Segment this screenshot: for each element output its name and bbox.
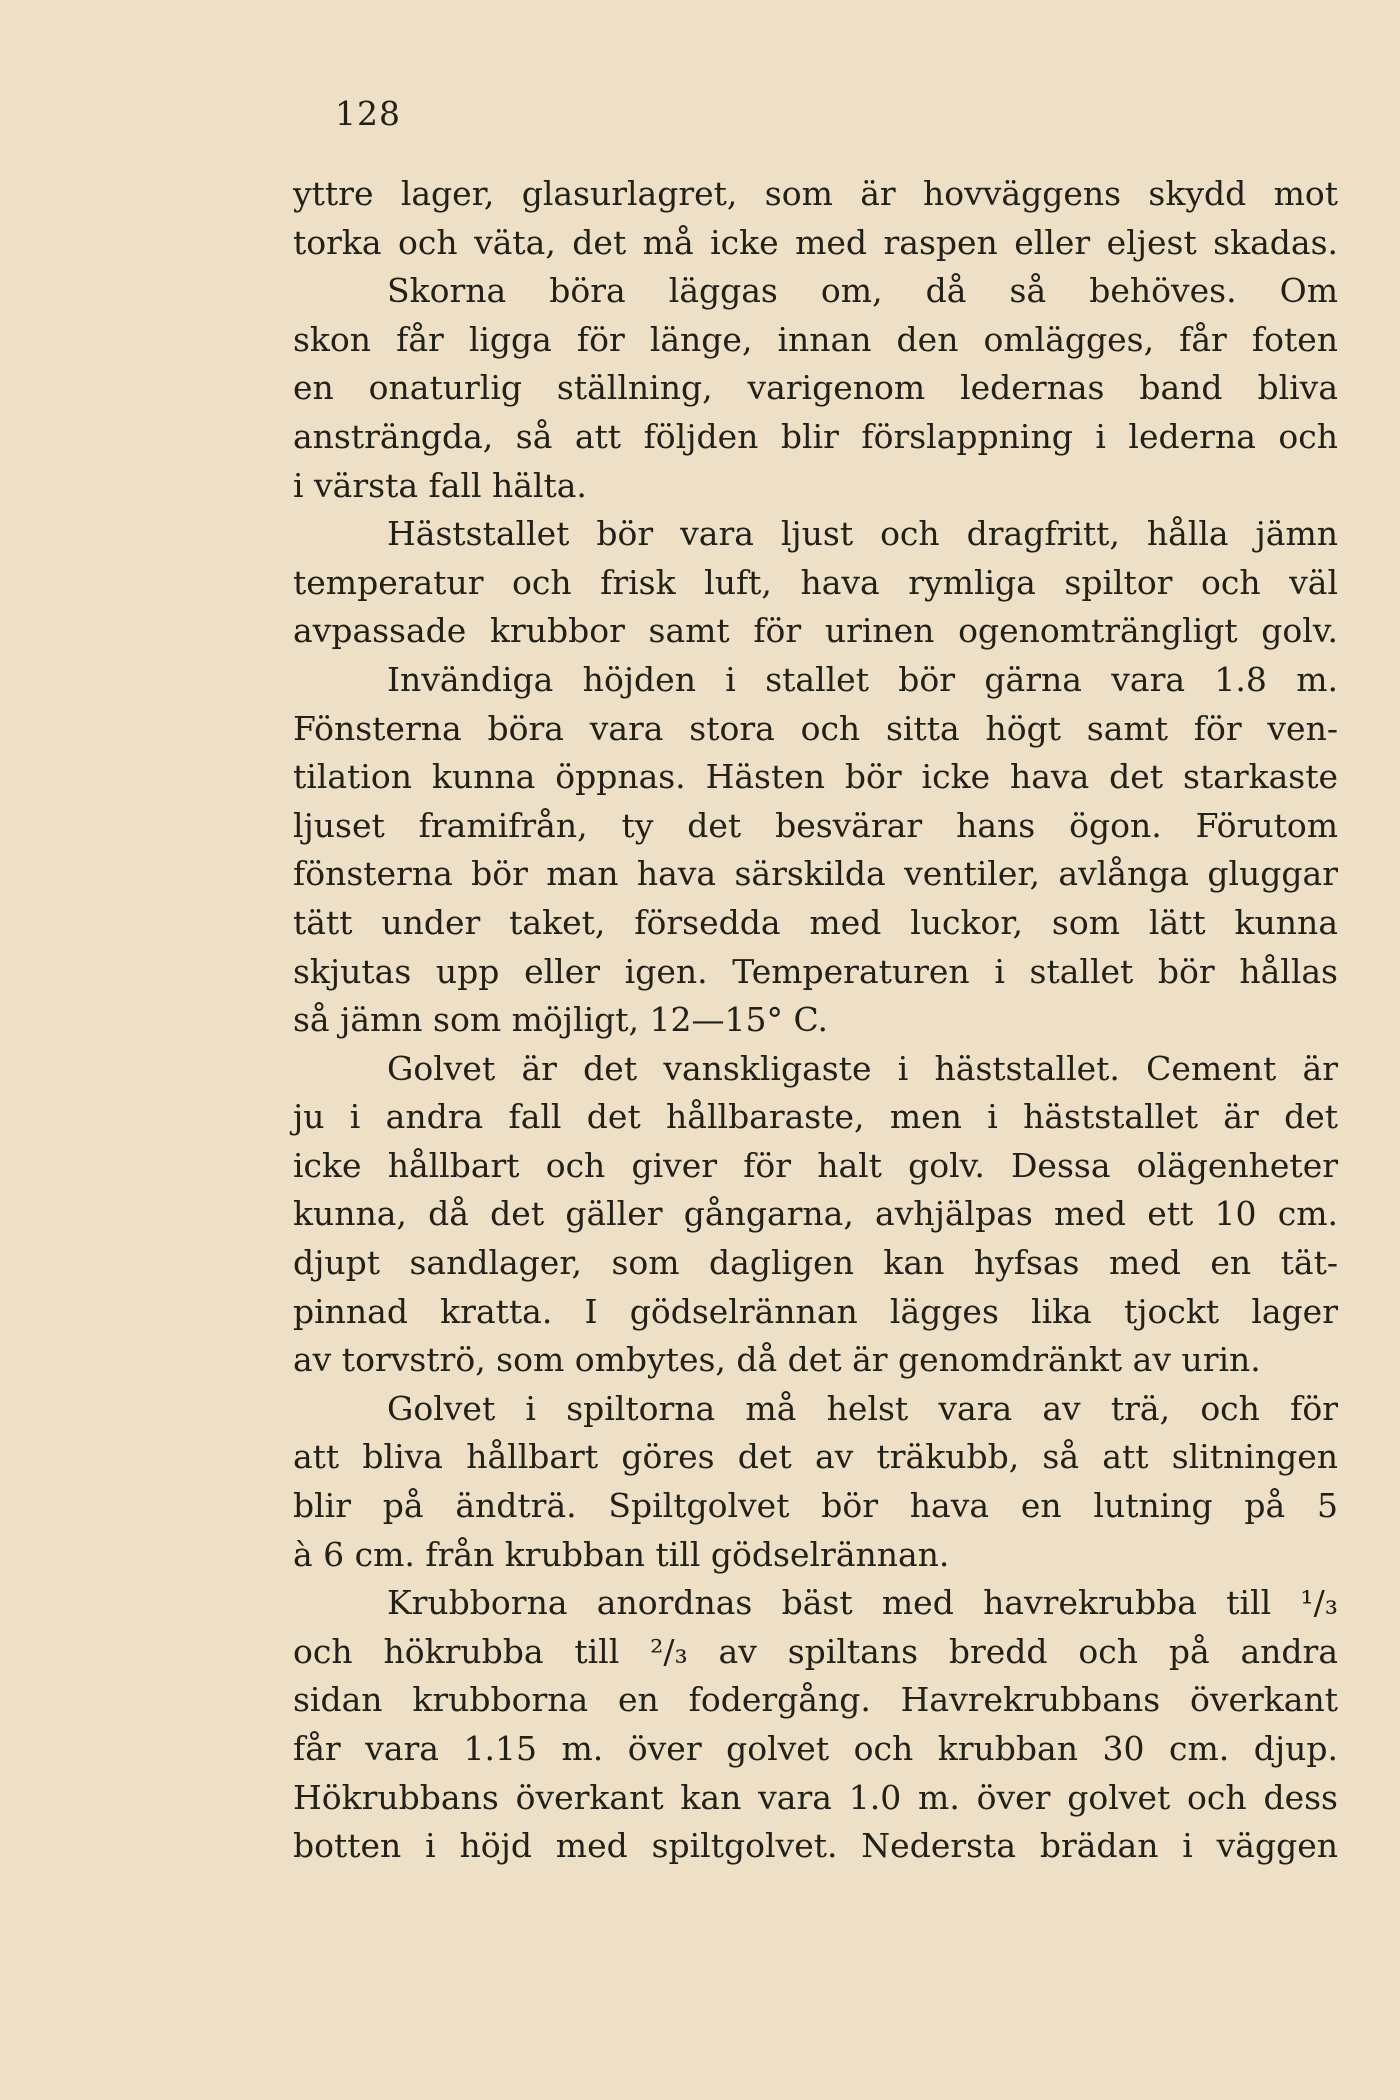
text-line: yttre lager, glasurlagret, som är hovväggens skydd mot (293, 174, 1338, 213)
text-line: fönsterna bör man hava särskilda ventiler, avlånga gluggar (293, 854, 1338, 894)
text-line: Golvet är det vanskligaste i häststallet. Cement är (387, 1048, 1338, 1088)
page-number: 128 (335, 94, 401, 133)
text-line: i värsta fall hälta. (293, 465, 587, 505)
text-line: djupt sandlager, som dagligen kan hyfsas med en tät- (293, 1243, 1338, 1283)
text-line: Häststallet bör vara ljust och dragfritt, hålla jämn (387, 514, 1338, 554)
text-line: Skorna böra läggas om, då så behöves. Om (387, 271, 1338, 311)
text-line: botten i höjd med spiltgolvet. Nedersta brädan i väggen (293, 1826, 1338, 1866)
text-line: ansträngda, så att följden blir förslappning i lederna och (293, 416, 1338, 456)
text-line: en onaturlig ställning, varigenom ledernas band bliva (293, 368, 1338, 408)
text-line: skjutas upp eller igen. Temperaturen i stallet bör hållas (293, 951, 1338, 991)
text-line: Krubborna anordnas bäst med havrekrubba till ¹/₃ (387, 1583, 1338, 1623)
text-line: och hökrubba till ²/₃ av spiltans bredd och på andra (293, 1631, 1338, 1671)
text-line: ju i andra fall det hållbaraste, men i häststallet är det (293, 1097, 1338, 1137)
text-line: blir på ändträ. Spiltgolvet bör hava en lutning på 5 (293, 1486, 1338, 1526)
text-line: Golvet i spiltorna må helst vara av trä, och för (387, 1388, 1338, 1428)
text-line: att bliva hållbart göres det av träkubb, så att slitningen (293, 1437, 1338, 1477)
text-line: Fönsterna böra vara stora och sitta högt samt för ven- (293, 708, 1338, 748)
text-line: av torvströ, som ombytes, då det är genomdränkt av urin. (293, 1340, 1261, 1380)
text-line: ljuset framifrån, ty det besvärar hans ögon. Förutom (293, 805, 1338, 845)
text-line: tätt under taket, försedda med luckor, som lätt kunna (293, 902, 1338, 942)
text-line: pinnad kratta. I gödselrännan lägges lika tjockt lager (293, 1291, 1338, 1331)
text-line: torka och väta, det må icke med raspen eller eljest skadas. (293, 222, 1338, 262)
text-line: tilation kunna öppnas. Hästen bör icke hava det starkaste (293, 757, 1338, 797)
text-line: sidan krubborna en fodergång. Havrekrubbans överkant (293, 1680, 1338, 1720)
body-text (293, 170, 1338, 1871)
text-line: Hökrubbans överkant kan vara 1.0 m. över golvet och dess (293, 1777, 1338, 1817)
text-line: får vara 1.15 m. över golvet och krubban 30 cm. djup. (293, 1729, 1338, 1768)
text-line: icke hållbart och giver för halt golv. Dessa olägenheter (293, 1145, 1338, 1185)
text-line: avpassade krubbor samt för urinen ogenomträngligt golv. (293, 611, 1338, 651)
text-line: kunna, då det gäller gångarna, avhjälpas med ett 10 cm. (293, 1194, 1338, 1234)
text-line: skon får ligga för länge, innan den omlägges, får foten (293, 319, 1338, 359)
text-line: så jämn som möjligt, 12—15° C. (293, 1000, 829, 1040)
text-line: Invändiga höjden i stallet bör gärna vara 1.8 m. (387, 659, 1338, 699)
text-line: temperatur och frisk luft, hava rymliga spiltor och väl (293, 562, 1338, 602)
text-line: à 6 cm. från krubban till gödselrännan. (293, 1534, 950, 1574)
